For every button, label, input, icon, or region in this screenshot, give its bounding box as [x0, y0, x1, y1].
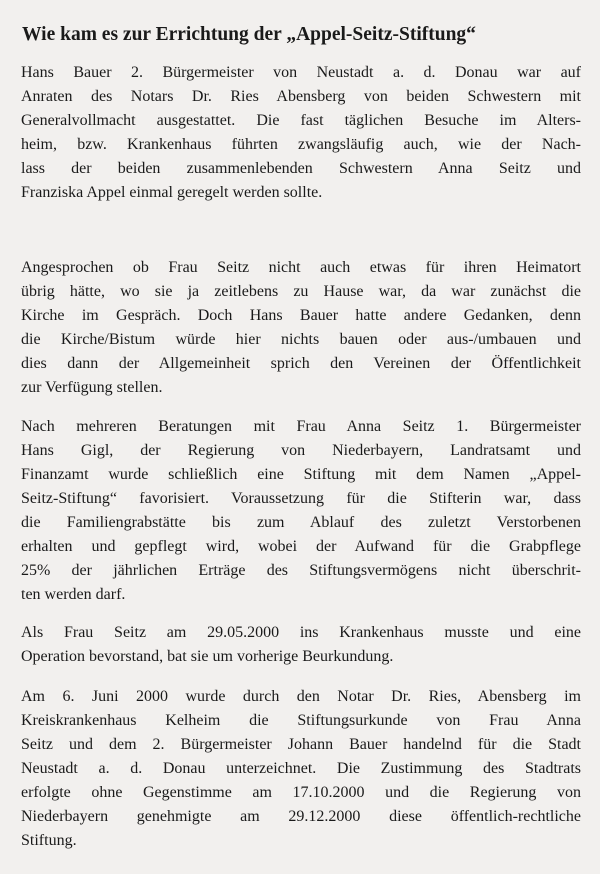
text-line: Hans Gigl, der Regierung von Niederbayern, Landratsamt und	[21, 442, 581, 459]
text-line: Hans Bauer 2. Bürgermeister von Neustadt a. d. Donau war auf	[21, 64, 581, 81]
text-line: heim, bzw. Krankenhaus führten zwangsläufig auch, wie der Nach-	[21, 136, 581, 153]
text-line: Neustadt a. d. Donau unterzeichnet. Die Zustimmung des Stadtrats	[21, 760, 581, 777]
text-line: Angesprochen ob Frau Seitz nicht auch etwas für ihren Heimatort	[21, 259, 581, 276]
document-title: Wie kam es zur Errichtung der „Appel-Seitz-Stiftung“	[22, 24, 476, 45]
text-line: Kirche im Gespräch. Doch Hans Bauer hatte andere Gedanken, denn	[21, 307, 581, 324]
text-line: Franziska Appel einmal geregelt werden sollte.	[21, 184, 323, 201]
text-line: Nach mehreren Beratungen mit Frau Anna Seitz 1. Bürgermeister	[21, 418, 581, 435]
text-line: dies dann der Allgemeinheit sprich den Vereinen der Öffentlichkeit	[21, 355, 581, 372]
text-line: übrig hätte, wo sie ja zeitlebens zu Hause war, da war zunächst die	[21, 283, 581, 300]
text-line: Als Frau Seitz am 29.05.2000 ins Krankenhaus musste und eine	[21, 624, 581, 641]
paragraph-2	[21, 256, 581, 400]
text-line: Seitz und dem 2. Bürgermeister Johann Bauer handelnd für die Stadt	[21, 736, 581, 753]
text-line: Finanzamt wurde schließlich eine Stiftung mit dem Namen „Appel-	[21, 466, 581, 483]
text-line: Kreiskrankenhaus Kelheim die Stiftungsurkunde von Frau Anna	[21, 712, 581, 729]
text-line: Operation bevorstand, bat sie um vorherige Beurkundung.	[21, 648, 394, 665]
text-line: Am 6. Juni 2000 wurde durch den Notar Dr. Ries, Abensberg im	[21, 688, 581, 705]
paragraph-1	[21, 61, 581, 205]
paragraph-4	[21, 621, 581, 669]
text-line: Niederbayern genehmigte am 29.12.2000 diese öffentlich-rechtliche	[21, 808, 581, 825]
paragraph-3	[21, 415, 581, 607]
text-line: ten werden darf.	[21, 586, 126, 603]
text-line: Stiftung.	[21, 832, 77, 849]
text-line: erhalten und gepflegt wird, wobei der Aufwand für die Grabpflege	[21, 538, 581, 555]
text-line: Generalvollmacht ausgestattet. Die fast täglichen Besuche im Alters-	[21, 112, 581, 129]
text-line: die Kirche/Bistum würde hier nichts bauen oder aus-/umbauen und	[21, 331, 581, 348]
text-line: 25% der jährlichen Erträge des Stiftungsvermögens nicht überschrit-	[21, 562, 581, 579]
text-line: Seitz-Stiftung“ favorisiert. Voraussetzung für die Stifterin war, dass	[21, 490, 581, 507]
paragraph-5	[21, 685, 581, 853]
text-line: erfolgte ohne Gegenstimme am 17.10.2000 und die Regierung von	[21, 784, 581, 801]
text-line: Anraten des Notars Dr. Ries Abensberg von beiden Schwestern mit	[21, 88, 581, 105]
text-line: zur Verfügung stellen.	[21, 379, 163, 396]
text-line: lass der beiden zusammenlebenden Schwestern Anna Seitz und	[21, 160, 581, 177]
text-line: die Familiengrabstätte bis zum Ablauf des zuletzt Verstorbenen	[21, 514, 581, 531]
